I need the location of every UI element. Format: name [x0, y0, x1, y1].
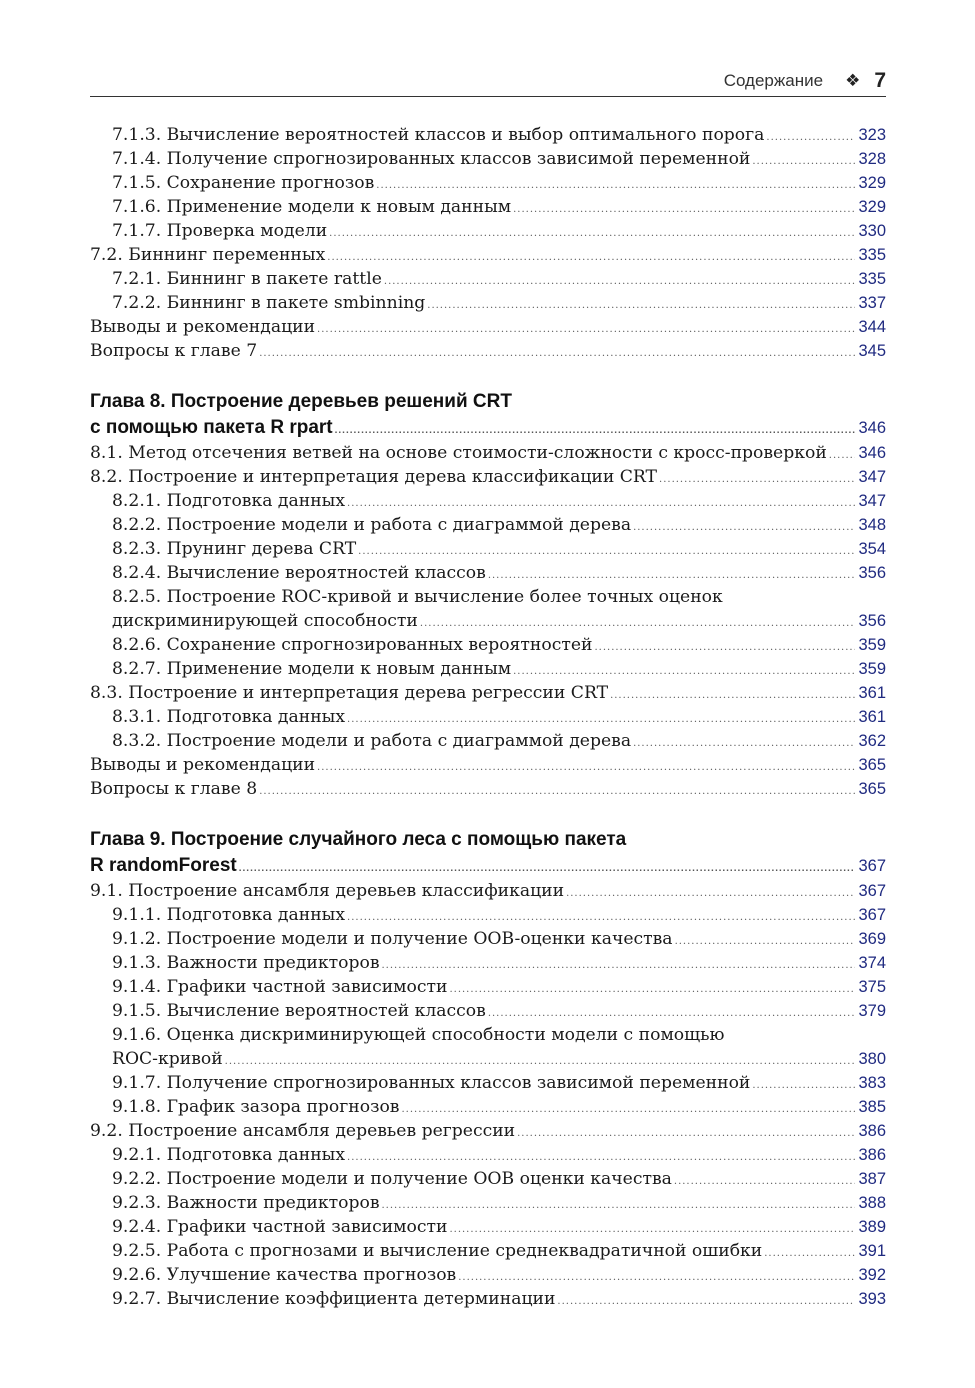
toc-entry[interactable]: 8.2. Построение и интерпретация дерева классификации CRT ..... 347 [90, 465, 886, 489]
toc-entry[interactable]: 8.3.2. Построение модели и работа с диаграммой дерева ..... 362 [90, 729, 886, 753]
toc-page-number: 383 [858, 1074, 886, 1092]
toc-entry[interactable]: ROC-кривой ..... 380 [90, 1047, 886, 1071]
toc-entry[interactable]: 8.3.1. Подготовка данных ..... 361 [90, 705, 886, 729]
toc-entry[interactable]: 7.2.1. Биннинг в пакете rattle ..... 335 [90, 267, 886, 291]
toc-page-number: 346 [858, 444, 886, 462]
toc-page-number: 379 [858, 1002, 886, 1020]
toc-page-number: 361 [858, 684, 886, 702]
toc-entry[interactable]: 7.1.5. Сохранение прогнозов ..... 329 [90, 171, 886, 195]
toc-page-number: 356 [858, 612, 886, 630]
toc-page-number: 374 [858, 954, 886, 972]
toc-page-number: 362 [858, 732, 886, 750]
toc-page-number: 391 [858, 1242, 886, 1260]
toc-page-number: 386 [858, 1122, 886, 1140]
toc-page-number: 385 [858, 1098, 886, 1116]
toc-entry[interactable]: 9.1.8. График зазора прогнозов ..... 385 [90, 1095, 886, 1119]
toc-entry[interactable]: Вопросы к главе 8 ..... 365 [90, 777, 886, 801]
toc-page-number: 386 [858, 1146, 886, 1164]
toc-entry[interactable]: 8.2.7. Применение модели к новым данным ..... 359 [90, 657, 886, 681]
toc-entry[interactable]: 7.1.4. Получение спрогнозированных классов зависимой переменной ..... 328 [90, 147, 886, 171]
toc-entry[interactable]: 8.1. Метод отсечения ветвей на основе стоимости-сложности с кросс-проверкой ..... 346 [90, 441, 886, 465]
toc-page-number: 359 [858, 660, 886, 678]
toc-entry[interactable]: 9.2.2. Построение модели и получение OOB оценки качества ..... 387 [90, 1167, 886, 1191]
toc-page-number: 365 [858, 780, 886, 798]
table-of-contents [90, 123, 886, 1311]
toc-page-number: 348 [858, 516, 886, 534]
toc-entry[interactable]: 9.2.5. Работа с прогнозами и вычисление среднеквадратичной ошибки ..... 391 [90, 1239, 886, 1263]
page-number: 7 [874, 69, 886, 92]
toc-entry[interactable]: 7.2.2. Биннинг в пакете smbinning ..... 337 [90, 291, 886, 315]
toc-page-number: 388 [858, 1194, 886, 1212]
toc-entry[interactable]: 8.2.3. Прунинг дерева CRT ..... 354 [90, 537, 886, 561]
toc-entry-line1[interactable]: 8.2.5. Построение ROC-кривой и вычисление более точных оценок [112, 587, 723, 607]
toc-entry[interactable]: 9.2.3. Важности предикторов ..... 388 [90, 1191, 886, 1215]
running-header [90, 66, 886, 97]
toc-page-number: 375 [858, 978, 886, 996]
toc-page-number: 347 [858, 492, 886, 510]
toc-page-number: 380 [858, 1050, 886, 1068]
toc-entry-line1[interactable]: 9.1.6. Оценка дискриминирующей способности модели с помощью [112, 1025, 725, 1045]
toc-entry[interactable]: 9.2.1. Подготовка данных ..... 386 [90, 1143, 886, 1167]
toc-entry[interactable]: 9.1.2. Построение модели и получение OOB-оценки качества ..... 369 [90, 927, 886, 951]
toc-page-number: 329 [858, 174, 886, 192]
toc-entry[interactable]: 7.1.6. Применение модели к новым данным ..... 329 [90, 195, 886, 219]
toc-entry[interactable]: дискриминирующей способности ..... 356 [90, 609, 886, 633]
toc-page-number: 393 [858, 1290, 886, 1308]
toc-page-number: 387 [858, 1170, 886, 1188]
toc-entry[interactable]: 7.2. Биннинг переменных ..... 335 [90, 243, 886, 267]
toc-entry[interactable]: 9.1.1. Подготовка данных ..... 367 [90, 903, 886, 927]
toc-page-number: 367 [858, 882, 886, 900]
toc-entry[interactable]: 7.1.3. Вычисление вероятностей классов и выбор оптимального порога ..... 323 [90, 123, 886, 147]
toc-page-number: 335 [858, 246, 886, 264]
toc-page-number: 347 [858, 468, 886, 486]
toc-entry[interactable]: 8.2.1. Подготовка данных ..... 347 [90, 489, 886, 513]
toc-entry[interactable]: 8.2.4. Вычисление вероятностей классов ..... 356 [90, 561, 886, 585]
toc-page-number: 361 [858, 708, 886, 726]
toc-page-number: 392 [858, 1266, 886, 1284]
chapter-title: с помощью пакета R rpart [90, 417, 333, 438]
ornament-icon: ❖ [845, 71, 861, 90]
chapter-title: Глава 8. Построение деревьев решений CRT [90, 391, 512, 412]
running-header-section: Содержание [723, 71, 824, 90]
toc-page-number: 365 [858, 756, 886, 774]
toc-entry[interactable]: 9.1.4. Графики частной зависимости ..... 375 [90, 975, 886, 999]
toc-page-number: 330 [858, 222, 886, 240]
toc-entry[interactable]: 8.3. Построение и интерпретация дерева регрессии CRT ..... 361 [90, 681, 886, 705]
toc-page-number: 329 [858, 198, 886, 216]
toc-entry[interactable]: 9.1.7. Получение спрогнозированных классов зависимой переменной ..... 383 [90, 1071, 886, 1095]
toc-entry[interactable]: 9.1.3. Важности предикторов ..... 374 [90, 951, 886, 975]
toc-entry[interactable]: 7.1.7. Проверка модели ..... 330 [90, 219, 886, 243]
toc-page-number: 328 [858, 150, 886, 168]
toc-page-number: 356 [858, 564, 886, 582]
toc-entry[interactable]: Вопросы к главе 7 ..... 345 [90, 339, 886, 363]
toc-page-number: 323 [858, 126, 886, 144]
toc-entry[interactable]: 9.2. Построение ансамбля деревьев регрессии ..... 386 [90, 1119, 886, 1143]
chapter-8-heading[interactable] [90, 389, 886, 441]
toc-page-number: 344 [858, 318, 886, 336]
toc-page-number: 369 [858, 930, 886, 948]
toc-page-number: 359 [858, 636, 886, 654]
chapter-9-heading[interactable] [90, 827, 886, 879]
toc-entry[interactable]: 8.2.6. Сохранение спрогнозированных вероятностей ..... 359 [90, 633, 886, 657]
toc-page-number: 367 [858, 857, 886, 875]
toc-entry[interactable]: 9.2.7. Вычисление коэффициента детерминации ..... 393 [90, 1287, 886, 1311]
toc-page-number: 346 [858, 419, 886, 437]
toc-entry[interactable]: 9.2.4. Графики частной зависимости ..... 389 [90, 1215, 886, 1239]
toc-entry[interactable]: 8.2.2. Построение модели и работа с диаграммой дерева ..... 348 [90, 513, 886, 537]
chapter-title: R randomForest [90, 855, 237, 876]
chapter-title: Глава 9. Построение случайного леса с помощью пакета [90, 829, 627, 850]
toc-page-number: 367 [858, 906, 886, 924]
toc-entry[interactable]: Выводы и рекомендации ..... 344 [90, 315, 886, 339]
toc-page-number: 337 [858, 294, 886, 312]
toc-entry[interactable]: 9.1.5. Вычисление вероятностей классов ..... 379 [90, 999, 886, 1023]
toc-entry[interactable]: 9.2.6. Улучшение качества прогнозов ..... 392 [90, 1263, 886, 1287]
toc-page-number: 335 [858, 270, 886, 288]
toc-entry[interactable]: 9.1. Построение ансамбля деревьев классификации ..... 367 [90, 879, 886, 903]
toc-entry[interactable]: Выводы и рекомендации ..... 365 [90, 753, 886, 777]
toc-page-number: 345 [858, 342, 886, 360]
toc-page-number: 389 [858, 1218, 886, 1236]
toc-page-number: 354 [858, 540, 886, 558]
